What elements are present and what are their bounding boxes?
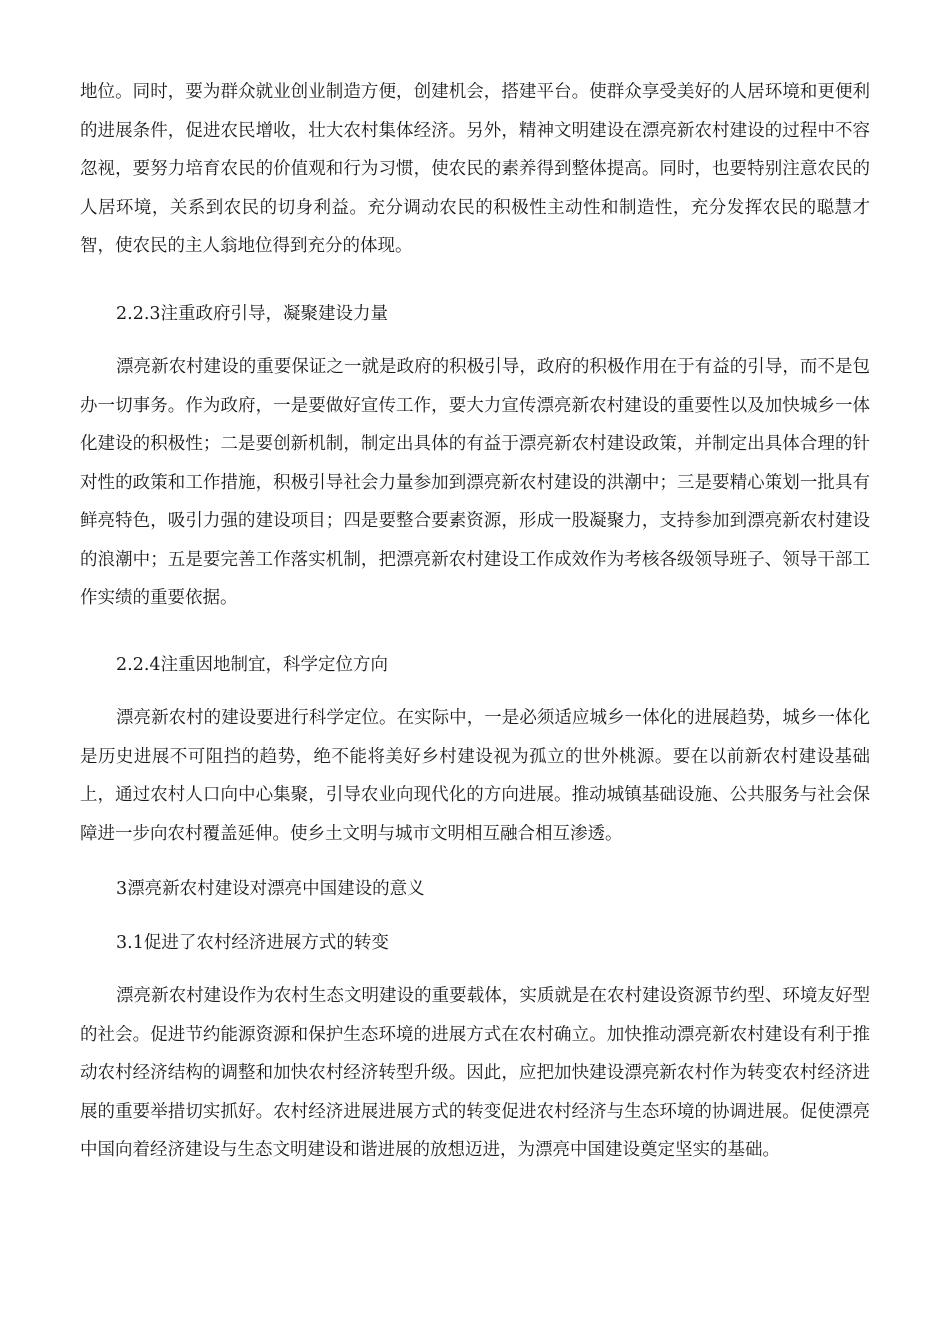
paragraph-government-guidance: 漂亮新农村建设的重要保证之一就是政府的积极引导，政府的积极作用在于有益的引导，而不是包办一切事务。作为政府，一是要做好宣传工作，要大力宣传漂亮新农村建设的重要性以及加快城乡一体化建设的积极性；二是要创新机制，制定出具体的有益于漂亮新农村建设政策，并制定出具体合理的针对性的政策和工作措施，积极引导社会力量参加到漂亮新农村建设的洪潮中；三是要精心策划一批具有鲜亮特色，吸引力强的建设项目；四是要整合要素资源，形成一股凝聚力，支持参加到漂亮新农村建设的浪潮中；五是要完善工作落实机制，把漂亮新农村建设工作成效作为考核各级领导班子、领导干部工作实绩的重要依据。: [80, 357, 870, 608]
section-heading-3-1: 3.1促进了农村经济进展方式的转变: [116, 933, 389, 953]
paragraph-continued: 地位。同时，要为群众就业创业制造方便，创建机会，搭建平台。使群众享受美好的人居环境和更便利的进展条件，促进农民增收，壮大农村集体经济。另外，精神文明建设在漂亮新农村建设的过程中不容忽视，要努力培育农民的价值观和行为习惯，使农民的素养得到整体提高。同时，也要特别注意农民的人居环境，关系到农民的切身利益。充分调动农民的积极性主动性和制造性，充分发挥农民的聪慧才智，使农民的主人翁地位得到充分的体现。: [80, 82, 870, 256]
paragraph-scientific-positioning: 漂亮新农村的建设要进行科学定位。在实际中，一是必须适应城乡一体化的进展趋势，城乡一体化是历史进展不可阻挡的趋势，绝不能将美好乡村建设视为孤立的世外桃源。要在以前新农村建设基础上，通过农村人口向中心集聚，引导农业向现代化的方向进展。推动城镇基础设施、公共服务与社会保障进一步向农村覆盖延伸。使乡土文明与城市文明相互融合相互渗透。: [80, 708, 870, 844]
section-heading-2-2-3: 2.2.3注重政府引导，凝聚建设力量: [116, 304, 389, 324]
section-heading-3: 3漂亮新农村建设对漂亮中国建设的意义: [116, 879, 425, 899]
paragraph-economic-transformation: 漂亮新农村建设作为农村生态文明建设的重要载体，实质就是在农村建设资源节约型、环境友好型的社会。促进节约能源资源和保护生态环境的进展方式在农村确立。加快推动漂亮新农村建设有利于推动农村经济结构的调整和加快农村经济转型升级。因此，应把加快建设漂亮新农村作为转变农村经济进展的重要举措切实抓好。农村经济进展进展方式的转变促进农村经济与生态环境的协调进展。促使漂亮中国向着经济建设与生态文明建设和谐进展的放想迈进，为漂亮中国建设奠定坚实的基础。: [80, 986, 870, 1160]
section-heading-2-2-4: 2.2.4注重因地制宜，科学定位方向: [116, 655, 389, 675]
